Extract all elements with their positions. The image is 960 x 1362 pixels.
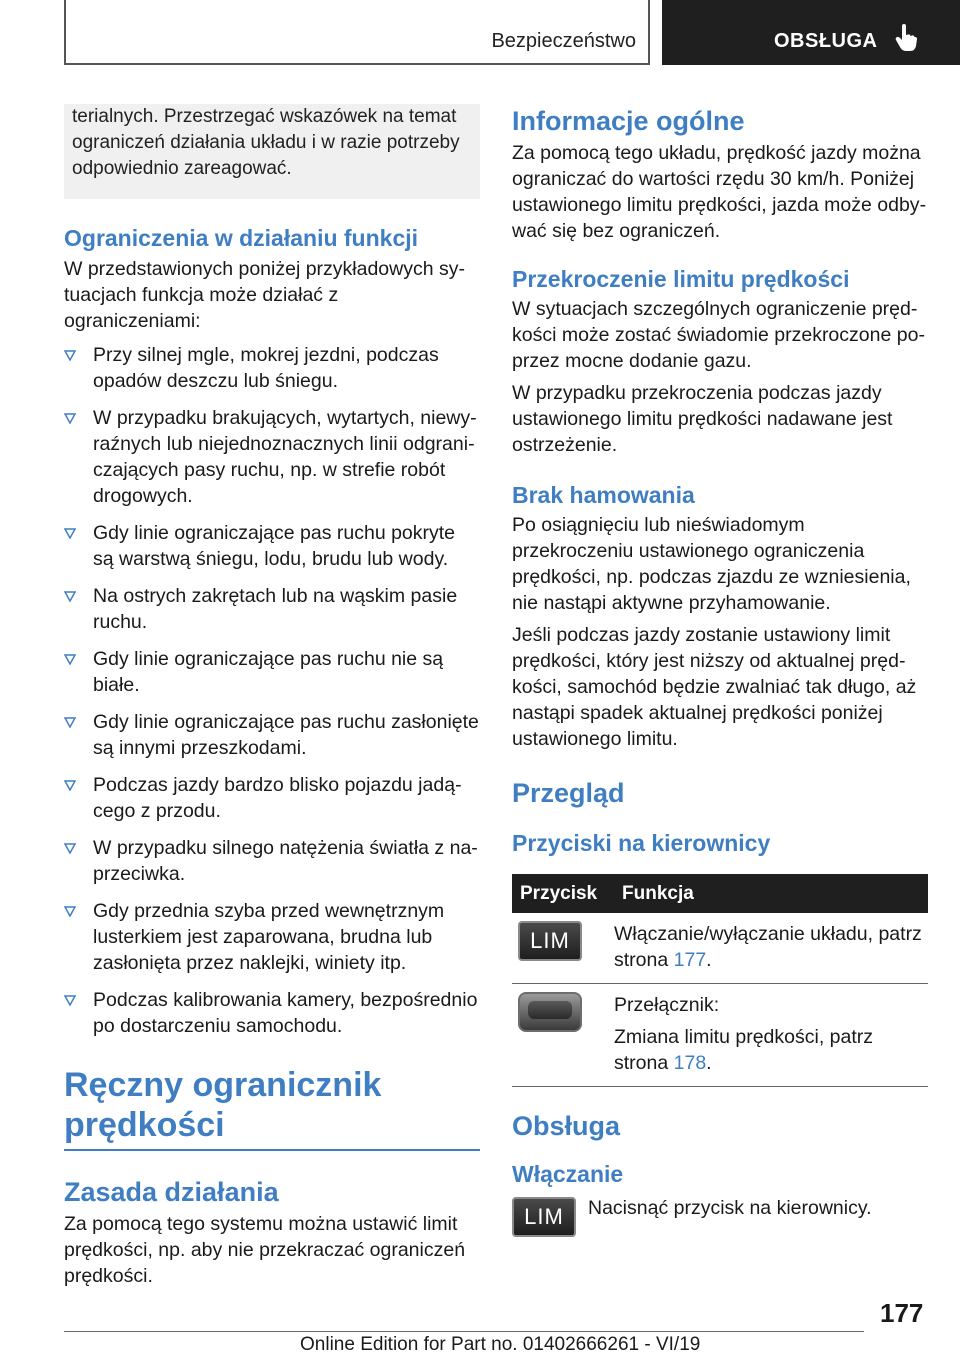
footer-edition: Online Edition for Part no. 01402666261 - VI/19 [300,1334,701,1355]
list-item: Gdy linie ograniczające pas ruchu zasłonięte są innymi przeszkodami. [64,709,480,761]
caution-note-text: terialnych. Przestrzegać wskazówek na temat ograniczeń działania układu i w razie potrzeby odpowiednio zareagować. [72,106,460,179]
braking-text-2: Jeśli podczas jazdy zostanie ustawiony limit prędkości, który jest niższy od aktualnej prędkości, samochód będzie zwalniać tak długo, aż nastąpi spadek aktualnej prędkości poniżej ustawionego limitu. [512,624,917,750]
operation-heading: Obsługa [512,1111,621,1141]
hand-pointer-icon [895,24,917,52]
exceed-text-2: W przypadku przekroczenia podczas jazdy ustawionego limitu prędkości nadawane jest ostrzeżenie. [512,382,893,456]
principle-text: Za pomocą tego systemu można ustawić limit prędkości, np. aby nie przekraczać ograniczeń prędkości. [64,1213,466,1287]
page-link-178[interactable]: 178 [673,1052,707,1074]
caution-note [64,104,480,199]
triangle-bullet-icon [64,780,76,791]
list-item: W przypadku silnego natężenia światła z naprzeciwka. [64,835,480,887]
enable-text: Nacisnąć przycisk na kierownicy. [588,1197,872,1219]
triangle-bullet-icon [64,995,76,1006]
list-item: Gdy linie ograniczające pas ruchu pokryte są warstwą śniegu, lodu, brudu lub wody. [64,520,480,572]
triangle-bullet-icon [64,843,76,854]
exceed-text-1: W sytuacjach szczególnych ograniczenie prędkości może zostać świadomie przekroczone poprzez mocne dodanie gazu. [512,298,925,372]
triangle-bullet-icon [64,350,76,361]
limits-list [64,342,480,1039]
table-row: LIM Włączanie/wyłączanie układu, patrz strona 177. [512,913,928,984]
list-item: Gdy linie ograniczające pas ruchu nie są białe. [64,646,480,698]
limits-heading: Ograniczenia w działaniu funkcji [64,225,419,251]
table-header-function: Funkcja [614,874,928,913]
exceed-heading: Przekroczenie limitu prędkości [512,266,850,292]
page-link-177[interactable]: 177 [673,949,707,971]
table-header-button: Przycisk [512,874,614,913]
triangle-bullet-icon [64,413,76,424]
triangle-bullet-icon [64,654,76,665]
triangle-bullet-icon [64,591,76,602]
list-item: Gdy przednia szyba przed wewnętrznym lusterkiem jest zaparowana, brudna lub zasłonięta przez naklejki, winiety itp. [64,898,480,976]
enable-heading: Włączanie [512,1161,624,1187]
braking-heading: Brak hamowania [512,482,695,508]
lim-button-icon: LIM [518,921,582,961]
footer-divider [64,1331,864,1332]
general-heading: Informacje ogólne [512,106,745,136]
row1-text: Włączanie/wyłączanie układu, patrz strona [614,923,922,971]
overview-heading: Przegląd [512,778,625,808]
right-column [512,104,928,1237]
limits-intro: W przedstawionych poniżej przykładowych sytuacjach funkcja może działać z ograniczeniami: [64,258,465,332]
buttons-heading: Przyciski na kierownicy [512,830,771,856]
main-heading-block [64,1065,480,1151]
general-text: Za pomocą tego układu, prędkość jazdy można ograniczać do wartości rzędu 30 km/h. Poniżej ustawionego limitu prędkości, jazda może odbywać się bez ograniczeń. [512,142,927,242]
list-item: Na ostrych zakrętach lub na wąskim pasie ruchu. [64,583,480,635]
page-number: 177 [880,1298,924,1328]
triangle-bullet-icon [64,528,76,539]
triangle-bullet-icon [64,906,76,917]
main-heading: Ręczny ogranicznik prędkości [64,1066,382,1144]
header-chapter-title: OBSŁUGA [774,30,878,52]
braking-text-1: Po osiągnięciu lub nieświadomym przekroczeniu ustawionego ograniczenia prędkości, np. podczas zjazdu ze wzniesienia, nie nastąpi aktywne przyhamowanie. [512,514,911,614]
buttons-table [512,874,928,1087]
table-header-row [512,874,928,913]
list-item: Podczas kalibrowania kamery, bezpośrednio po dostarczeniu samochodu. [64,987,480,1039]
list-item: Przy silnej mgle, mokrej jezdni, podczas opadów deszczu lub śniegu. [64,342,480,394]
table-row: Przełącznik: Zmiana limitu prędkości, patrz strona 178. [512,984,928,1087]
principle-heading: Zasada działania [64,1177,279,1207]
list-item: Podczas jazdy bardzo blisko pojazdu jadącego z przodu. [64,772,480,824]
row2-text-1: Przełącznik: [614,994,720,1016]
header-section-box [64,0,650,65]
enable-instruction [512,1197,928,1237]
list-item: W przypadku brakujących, wytartych, niewyraźnych lub niejednoznacznych linii odgraniczających pasy ruchu, np. w strefie robót drogowych. [64,405,480,509]
left-column [64,104,480,1289]
rocker-switch-icon [518,992,582,1032]
row2-text-2: Zmiana limitu prędkości, patrz strona [614,1026,874,1074]
header-section-title: Bezpieczeństwo [491,30,636,52]
lim-button-icon: LIM [512,1197,576,1237]
triangle-bullet-icon [64,717,76,728]
